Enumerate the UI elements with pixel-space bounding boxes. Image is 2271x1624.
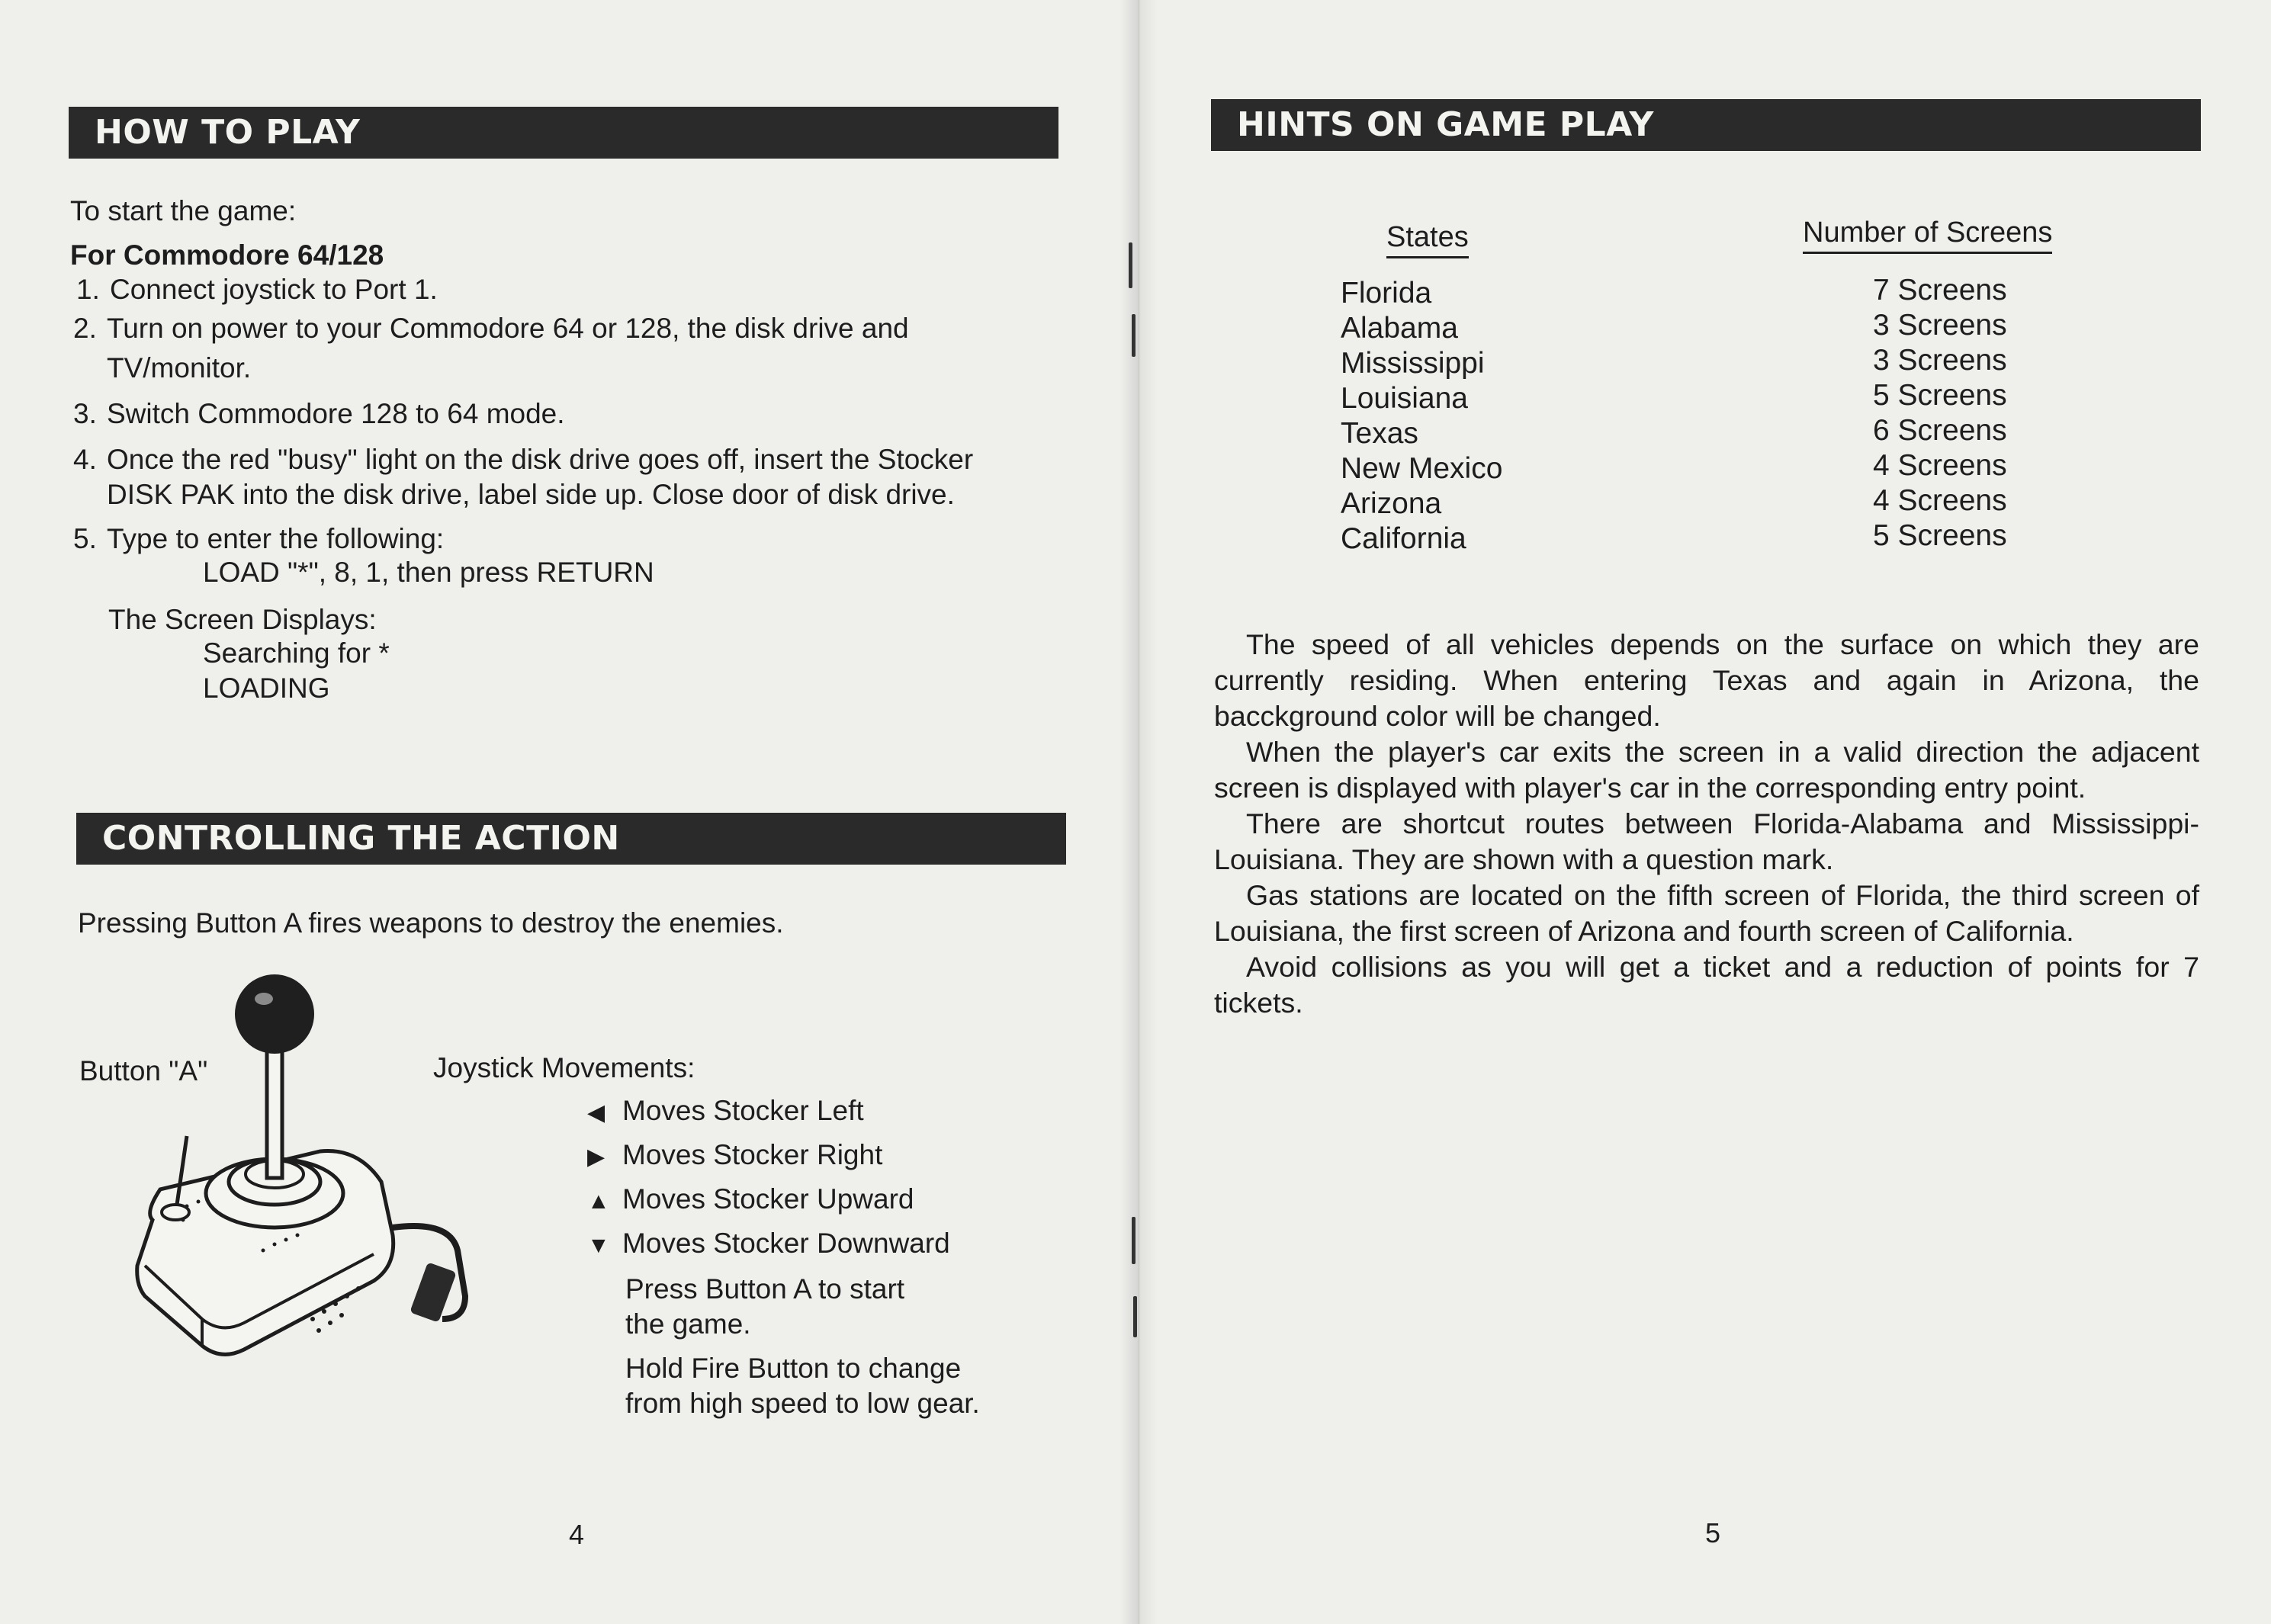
state-name: New Mexico [1341, 452, 1503, 485]
hint-paragraph: When the player's car exits the screen in a valid direction the adjacent screen is displayed with player's car in the corresponding entry point. [1214, 736, 2199, 804]
screen-count: 4 Screens [1873, 449, 2007, 482]
page-number-left: 4 [569, 1519, 585, 1550]
left-arrow-icon: ◀ [587, 1100, 605, 1125]
step-text: Switch Commodore 128 to 64 mode. [107, 398, 565, 429]
states-header-text: States [1386, 221, 1469, 258]
step-2 [73, 311, 909, 346]
states-list [1341, 276, 1502, 557]
screen-count: 3 Screens [1873, 309, 2007, 342]
state-name: Mississippi [1341, 347, 1485, 380]
hint-paragraph: There are shortcut routes between Florida-Alabama and Mississippi-Louisiana. They are shown with a question mark. [1214, 807, 2199, 875]
joystick-illustration [130, 961, 488, 1372]
gear-instruction: Hold Fire Button to change [625, 1353, 962, 1384]
book-gutter [1119, 0, 1158, 1624]
down-arrow-icon: ▼ [587, 1233, 610, 1258]
hint-paragraph: Gas stations are located on the fifth screen of Florida, the third screen of Louisiana, the first screen of Arizona and fourth screen of California. [1214, 879, 2199, 947]
step-text: Turn on power to your Commodore 64 or 128, the disk drive and [107, 313, 909, 344]
start-intro: To start the game: [70, 195, 297, 226]
button-a-label: Button "A" [79, 1055, 208, 1086]
state-name: Louisiana [1341, 382, 1468, 415]
controlling-title: CONTROLLING THE ACTION [102, 819, 620, 858]
staple [1133, 1296, 1137, 1337]
step-number: 1. [76, 274, 100, 305]
screen-count: 5 Screens [1873, 379, 2007, 412]
screen-count: 5 Screens [1873, 519, 2007, 552]
state-name: California [1341, 522, 1466, 555]
screen-displays-label: The Screen Displays: [108, 604, 377, 635]
right-arrow-icon: ▶ [587, 1144, 605, 1170]
movement-down [587, 1226, 950, 1263]
screens-column-header [1803, 217, 2052, 249]
step-number: 4. [73, 444, 97, 475]
right-page [1138, 0, 2271, 1624]
up-arrow-icon: ▲ [587, 1189, 610, 1214]
step-1 [76, 272, 438, 307]
hints-banner [1211, 99, 2201, 151]
gear-instruction-cont: from high speed to low gear. [625, 1388, 980, 1419]
load-command: LOAD "*", 8, 1, then press RETURN [203, 557, 654, 588]
joystick-movements-label: Joystick Movements: [433, 1052, 695, 1083]
start-instruction: Press Button A to start [625, 1273, 905, 1305]
screen-count: 6 Screens [1873, 414, 2007, 447]
step-text: Type to enter the following: [107, 523, 445, 554]
staple [1132, 314, 1136, 357]
staple [1129, 242, 1132, 288]
movement-label: Moves Stocker Upward [622, 1183, 914, 1215]
screen-count: 7 Screens [1873, 274, 2007, 307]
screen-count: 4 Screens [1873, 484, 2007, 517]
how-to-play-banner [69, 107, 1058, 159]
state-name: Alabama [1341, 312, 1458, 345]
states-column-header [1386, 221, 1469, 254]
step-2-cont: TV/monitor. [107, 352, 252, 384]
hint-paragraph: Avoid collisions as you will get a ticket and a reduction of points for 7 tickets. [1214, 951, 2199, 1019]
step-number: 5. [73, 523, 97, 554]
step-4 [73, 442, 973, 477]
commodore-subheading: For Commodore 64/128 [70, 239, 384, 271]
screen-display-line: LOADING [203, 672, 330, 704]
page-number-right: 5 [1705, 1517, 1721, 1549]
step-number: 3. [73, 398, 97, 429]
step-text: Connect joystick to Port 1. [110, 274, 438, 305]
controlling-banner [76, 813, 1066, 865]
hint-paragraph: The speed of all vehicles depends on the surface on which they are currently residing. When entering Texas and again in Arizona, the bacckground color will be changed. [1214, 628, 2199, 732]
movement-up [587, 1182, 914, 1219]
movement-label: Moves Stocker Left [622, 1095, 864, 1126]
step-4-cont: DISK PAK into the disk drive, label side up. Close door of disk drive. [107, 479, 955, 510]
movement-left [587, 1093, 864, 1131]
hints-paragraphs [1214, 627, 2199, 1021]
start-instruction-cont: the game. [625, 1308, 751, 1340]
movement-label: Moves Stocker Downward [622, 1228, 950, 1259]
step-text: Once the red "busy" light on the disk drive goes off, insert the Stocker [107, 444, 974, 475]
how-to-play-title: HOW TO PLAY [95, 113, 361, 152]
movement-right [587, 1138, 882, 1175]
staple [1132, 1217, 1136, 1264]
screen-display-line: Searching for * [203, 637, 390, 669]
controlling-intro: Pressing Button A fires weapons to destroy the enemies. [78, 907, 784, 939]
screens-header-text: Number of Screens [1803, 217, 2052, 254]
screens-list [1873, 273, 2007, 554]
state-name: Arizona [1341, 487, 1442, 520]
screen-count: 3 Screens [1873, 344, 2007, 377]
state-name: Florida [1341, 277, 1432, 310]
movement-label: Moves Stocker Right [622, 1139, 883, 1170]
step-number: 2. [73, 313, 97, 344]
hints-title: HINTS ON GAME PLAY [1237, 105, 1654, 144]
state-name: Texas [1341, 417, 1418, 450]
step-5 [73, 522, 444, 557]
step-3 [73, 396, 565, 432]
